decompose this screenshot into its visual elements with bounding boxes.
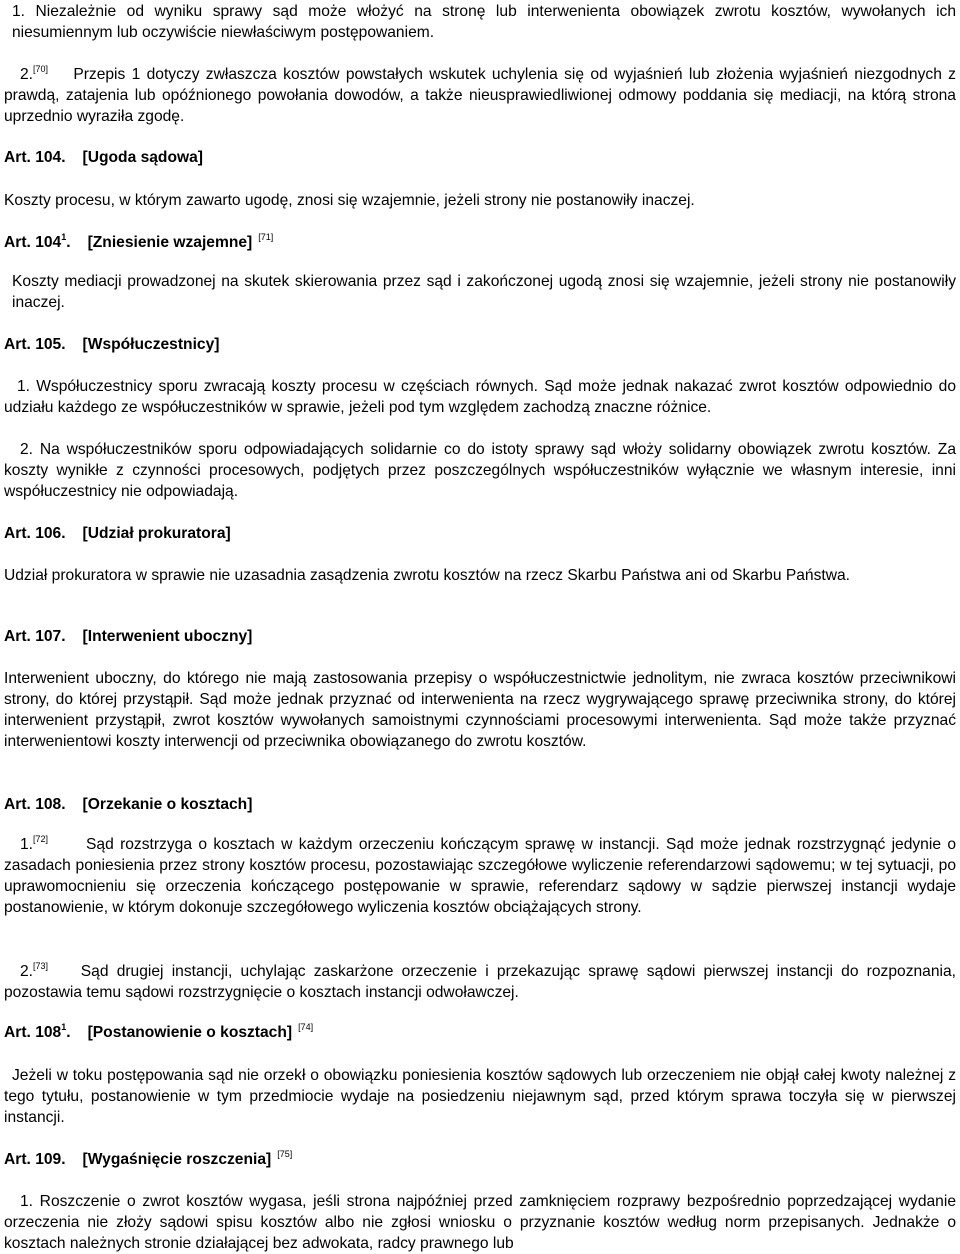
- art104-number: Art. 104.: [4, 149, 66, 166]
- art108-1-title: [Postanowienie o kosztach]: [87, 1024, 293, 1041]
- art107-title: [Interwenient uboczny]: [82, 628, 253, 645]
- art109-number: Art. 109.: [4, 1151, 66, 1168]
- art107-heading: [4, 626, 252, 647]
- art105-number: Art. 105.: [4, 336, 66, 353]
- footnote-ref-73: [73]: [33, 961, 49, 971]
- art109-text: 1. Roszczenie o zwrot kosztów wygasa, jeśli strona najpóźniej przed zamknięciem rozprawy bezpośrednio poprzedzającej wydanie orzeczenia nie złoży sądowi spisu kosztów albo nie zgłosi wniosku o przyznanie kosztów według norm przepisanych. Jednakże o kosztach należnych stronie działającej bez adwokata, radcy prawnego lub: [4, 1193, 956, 1252]
- art105-para2: 2. Na współuczestników sporu odpowiadających solidarnie co do istoty sprawy sąd włoży solidarny obowiązek zwrotu kosztów. Za koszty wynikłe z czynności procesowych, podjętych przez poszczególnych współuczestników wyłącznie we własnym interesie, inni współuczestnicy nie odpowiadają.: [4, 441, 956, 500]
- art106-number: Art. 106.: [4, 525, 66, 542]
- art108-1-heading: [4, 1022, 313, 1043]
- art103-para2: [4, 64, 956, 127]
- art108-para1-text: Sąd rozstrzyga o kosztach w każdym orzeczeniu kończącym sprawę w instancji. Sąd może jednak rozstrzygnąć jedynie o zasadach poniesienia przez strony kosztów procesu, pozostawiając szczegółowe wyliczenie referendarzowi sądowemu; w tej sytuacji, po uprawomocnieniu się orzeczenia kończącego postępowanie w sprawie, referendarz sądowy w sądzie pierwszej instancji wydaje postanowienie, w którym dokonuje szczegółowego wyliczenia kosztów obciążających strony.: [4, 836, 956, 916]
- art104-1-text: Koszty mediacji prowadzonej na skutek skierowania przez sąd i zakończonej ugodą znosi się wzajemnie, jeżeli strony nie postanowiły inaczej.: [12, 273, 956, 311]
- art108-1-text: Jeżeli w toku postępowania sąd nie orzekł o obowiązku poniesienia kosztów sądowych lub orzeczeniem nie objął całej kwoty należnej z tego tytułu, postanowienie w tym przedmiocie wydaje na posiedzeniu niejawnym sąd, przed którym sprawa toczyła się w pierwszej instancji.: [4, 1067, 956, 1126]
- art108-para1-number: 1.: [20, 836, 34, 853]
- art108-number: Art. 108.: [4, 796, 66, 813]
- art104-heading: [4, 147, 203, 168]
- art108-1-number: Art. 108: [4, 1024, 62, 1041]
- art104-1-number: Art. 104: [4, 234, 62, 251]
- art104-title: [Ugoda sądowa]: [82, 149, 203, 166]
- art106-text: Udział prokuratora w sprawie nie uzasadnia zasądzenia zwrotu kosztów na rzecz Skarbu Państwa ani od Skarbu Państwa.: [4, 567, 850, 584]
- art108-para2: [4, 961, 956, 1003]
- art104-1-dot: .: [66, 234, 71, 251]
- art104-1-heading: [4, 232, 273, 253]
- art103-para1: 1. Niezależnie od wyniku sprawy sąd może włożyć na stronę lub interwenienta obowiązek zwrotu kosztów, wywołanych ich niesumiennym lub oczywiście niewłaściwym postępowaniem.: [12, 3, 956, 41]
- art105-para1: 1. Współuczestnicy sporu zwracają koszty procesu w częściach równych. Sąd może jednak nakazać zwrot kosztów odpowiednio do udziału każdego ze współuczestników w sprawie, jeżeli pod tym względem zachodzą znaczne różnice.: [4, 378, 956, 416]
- art108-1-sup: 1: [61, 1022, 67, 1032]
- art107-text: Interwenient uboczny, do którego nie mają zastosowania przepisy o współuczestnictwie jednolitym, nie zwraca kosztów przeciwnikowi strony, do której przystąpił. Sąd może jednak przyznać od interwenienta na rzecz wygrywającego sprawę przeciwnika strony, do której interwenient przystąpił, zwrot kosztów wywołanych samoistnymi czynnościami procesowymi interwenienta. Sąd może także przyznać interwenientowi koszty interwencji od przeciwnika obowiązanego do zwrotu kosztów.: [4, 670, 956, 750]
- art108-para2-number: 2.: [20, 963, 34, 980]
- art104-text: Koszty procesu, w którym zawarto ugodę, znosi się wzajemnie, jeżeli strony nie postanowiły inaczej.: [4, 192, 695, 209]
- footnote-ref-71: [71]: [258, 232, 274, 242]
- art106-heading: [4, 523, 231, 544]
- art108-heading: [4, 794, 252, 815]
- art108-para1: [4, 834, 956, 918]
- art109-heading: [4, 1149, 292, 1170]
- art104-1-sup: 1: [61, 232, 67, 242]
- art106-title: [Udział prokuratora]: [82, 525, 231, 542]
- art107-number: Art. 107.: [4, 628, 66, 645]
- art103-para2-number: 2.: [20, 66, 34, 83]
- art105-title: [Współuczestnicy]: [82, 336, 220, 353]
- art103-para2-text: Przepis 1 dotyczy zwłaszcza kosztów powstałych wskutek uchylenia się od wyjaśnień lub złożenia wyjaśnień niezgodnych z prawdą, zatajenia lub opóźnionego powołania dowodów, a także nieusprawiedliwionej odmowy poddania się mediacji, na którą strona uprzednio wyraziła zgodę.: [4, 66, 956, 125]
- art104-1-title: [Zniesienie wzajemne]: [87, 234, 253, 251]
- footnote-ref-75: [75]: [277, 1149, 293, 1159]
- art108-para2-text: Sąd drugiej instancji, uchylając zaskarżone orzeczenie i przekazując sprawę sądowi pierwszej instancji do rozpoznania, pozostawia temu sądowi rozstrzygnięcie o kosztach instancji odwoławczej.: [4, 963, 956, 1001]
- footnote-ref-72: [72]: [33, 834, 49, 844]
- footnote-ref-70: [70]: [33, 64, 49, 74]
- art105-heading: [4, 334, 219, 355]
- art108-1-dot: .: [66, 1024, 71, 1041]
- art109-title: [Wygaśnięcie roszczenia]: [82, 1151, 272, 1168]
- art108-title: [Orzekanie o kosztach]: [82, 796, 253, 813]
- footnote-ref-74: [74]: [298, 1022, 314, 1032]
